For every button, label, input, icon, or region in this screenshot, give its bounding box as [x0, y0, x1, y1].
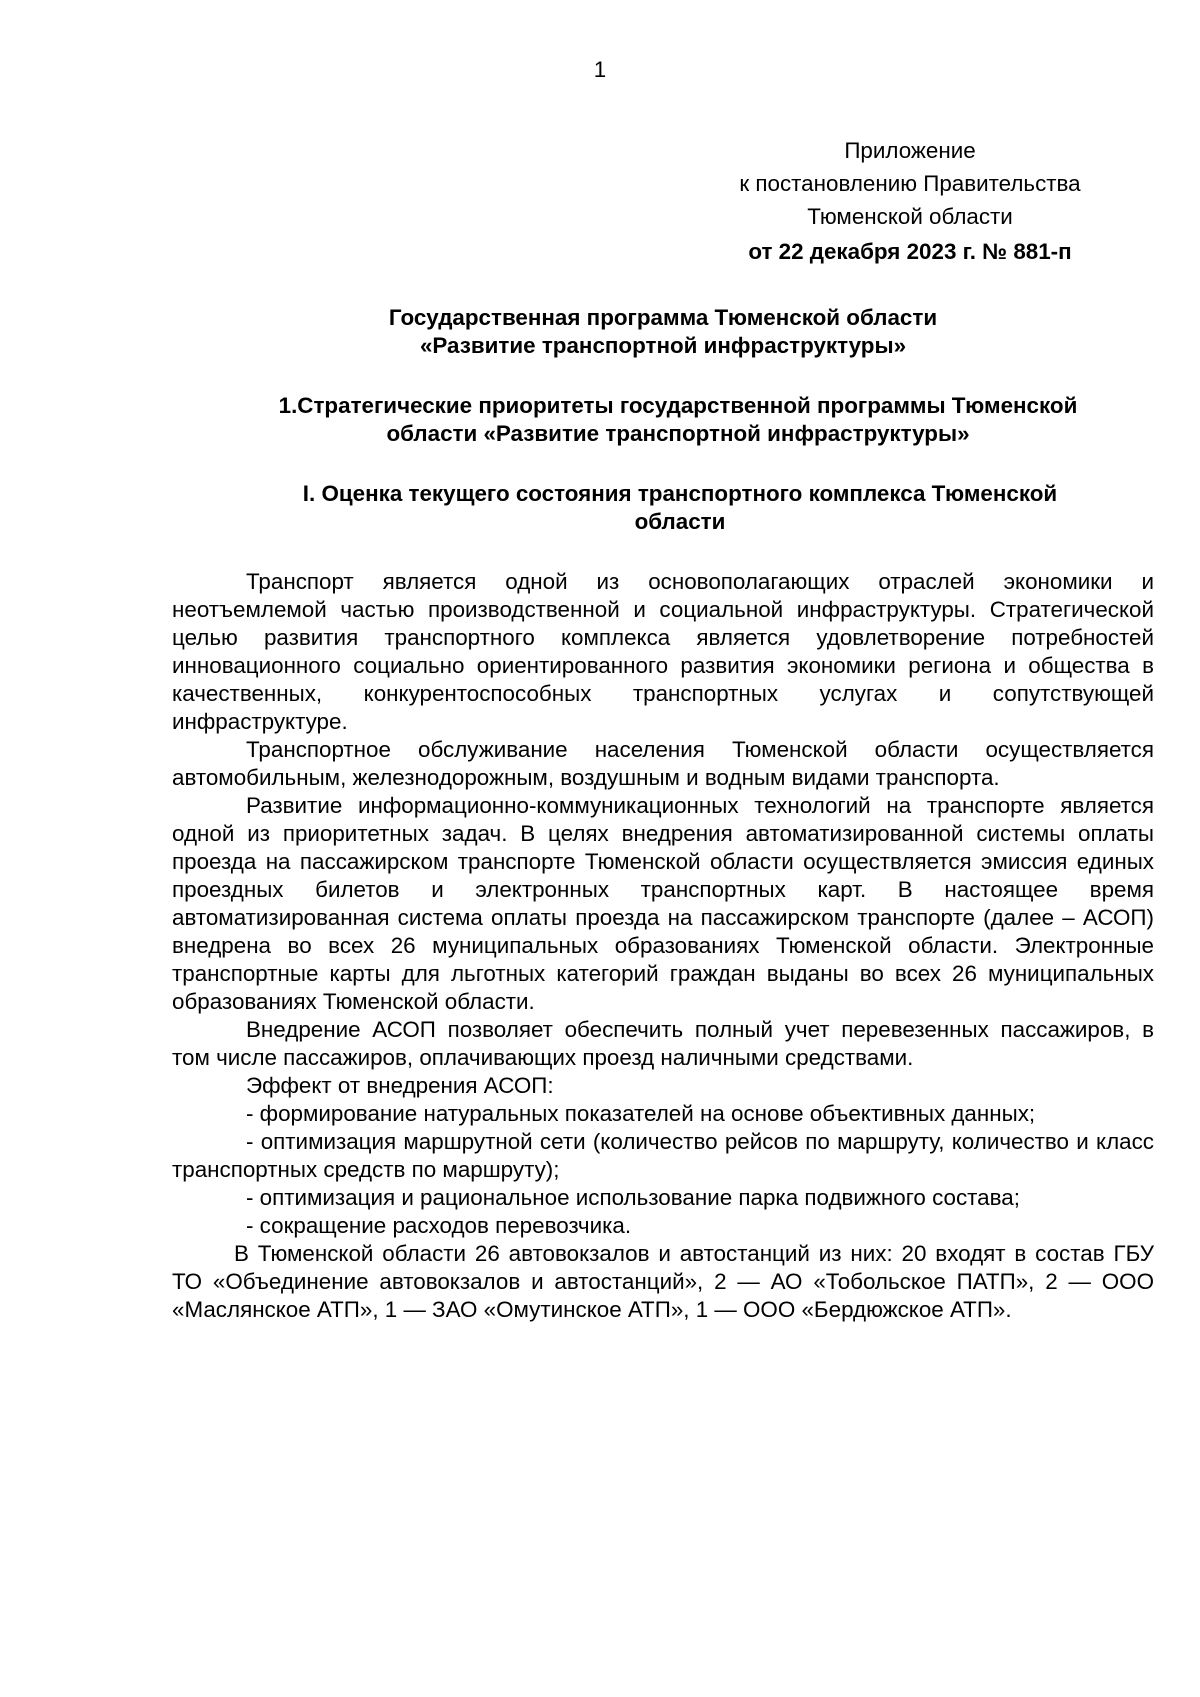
program-title [172, 304, 1154, 360]
section-heading-line: области «Развитие транспортной инфраструктуры» [386, 421, 970, 446]
section-heading-i [206, 480, 1154, 536]
program-title-line: Государственная программа Тюменской области [388, 305, 938, 330]
list-item: - оптимизация и рациональное использование парка подвижного состава; [246, 1185, 1020, 1210]
annex-resolution-line: к постановлению Правительства [739, 171, 1081, 196]
section-heading-line: области [634, 509, 726, 534]
list-item: - формирование натуральных показателей на основе объективных данных; [246, 1101, 1036, 1126]
page-number: 1 [593, 57, 607, 82]
document-body [172, 304, 1154, 1324]
annex-date: от 22 декабря 2023 г. № 881-п [748, 239, 1072, 264]
list-item: - сокращение расходов перевозчика. [246, 1213, 632, 1238]
section-heading-line: I. Оценка текущего состояния транспортного комплекса Тюменской [302, 481, 1058, 506]
section-heading-line: 1.Стратегические приоритеты государственной программы Тюменской [278, 393, 1078, 418]
paragraph: Эффект от внедрения АСОП: [246, 1073, 554, 1098]
section-heading-1 [202, 392, 1154, 448]
annex-header [700, 134, 1120, 268]
paragraph: В Тюменской области 26 автовокзалов и автостанций из них: 20 входят в состав ГБУ ТО «Объединение автовокзалов и автостанций», 2 — АО «Тобольское ПАТП», 2 — ООО «Маслянское АТП», 1 — ЗАО «Омутинское АТП», 1 — ООО «Бердюжское АТП». [172, 1241, 1154, 1322]
list-item: - оптимизация маршрутной сети (количество рейсов по маршруту, количество и класс транспортных средств по маршруту); [172, 1129, 1154, 1182]
paragraph: Развитие информационно-коммуникационных технологий на транспорте является одной из приоритетных задач. В целях внедрения автоматизированной системы оплаты проезда на пассажирском транспорте Тюменской области осуществляется эмиссия единых проездных билетов и электронных транспортных карт. В настоящее время автоматизированная система оплаты проезда на пассажирском транспорте (далее – АСОП) внедрена во всех 26 муниципальных образованиях Тюменской области. Электронные транспортные карты для льготных категорий граждан выданы во всех 26 муниципальных образованиях Тюменской области. [172, 793, 1154, 1014]
paragraph: Транспортное обслуживание населения Тюменской области осуществляется автомобильным, железнодорожным, воздушным и водным видами транспорта. [172, 737, 1154, 790]
annex-title: Приложение [844, 138, 976, 163]
program-title-line: «Развитие транспортной инфраструктуры» [419, 333, 907, 358]
paragraph: Транспорт является одной из основополагающих отраслей экономики и неотъемлемой частью производственной и социальной инфраструктуры. Стратегической целью развития транспортного комплекса является удовлетворение потребностей инновационного социально ориентированного развития экономики региона и общества в качественных, конкурентоспособных транспортных услугах и сопутствующей инфраструктуре. [172, 569, 1154, 734]
annex-region-line: Тюменской области [807, 204, 1013, 229]
paragraph: Внедрение АСОП позволяет обеспечить полный учет перевезенных пассажиров, в том числе пассажиров, оплачивающих проезд наличными средствами. [172, 1017, 1154, 1070]
